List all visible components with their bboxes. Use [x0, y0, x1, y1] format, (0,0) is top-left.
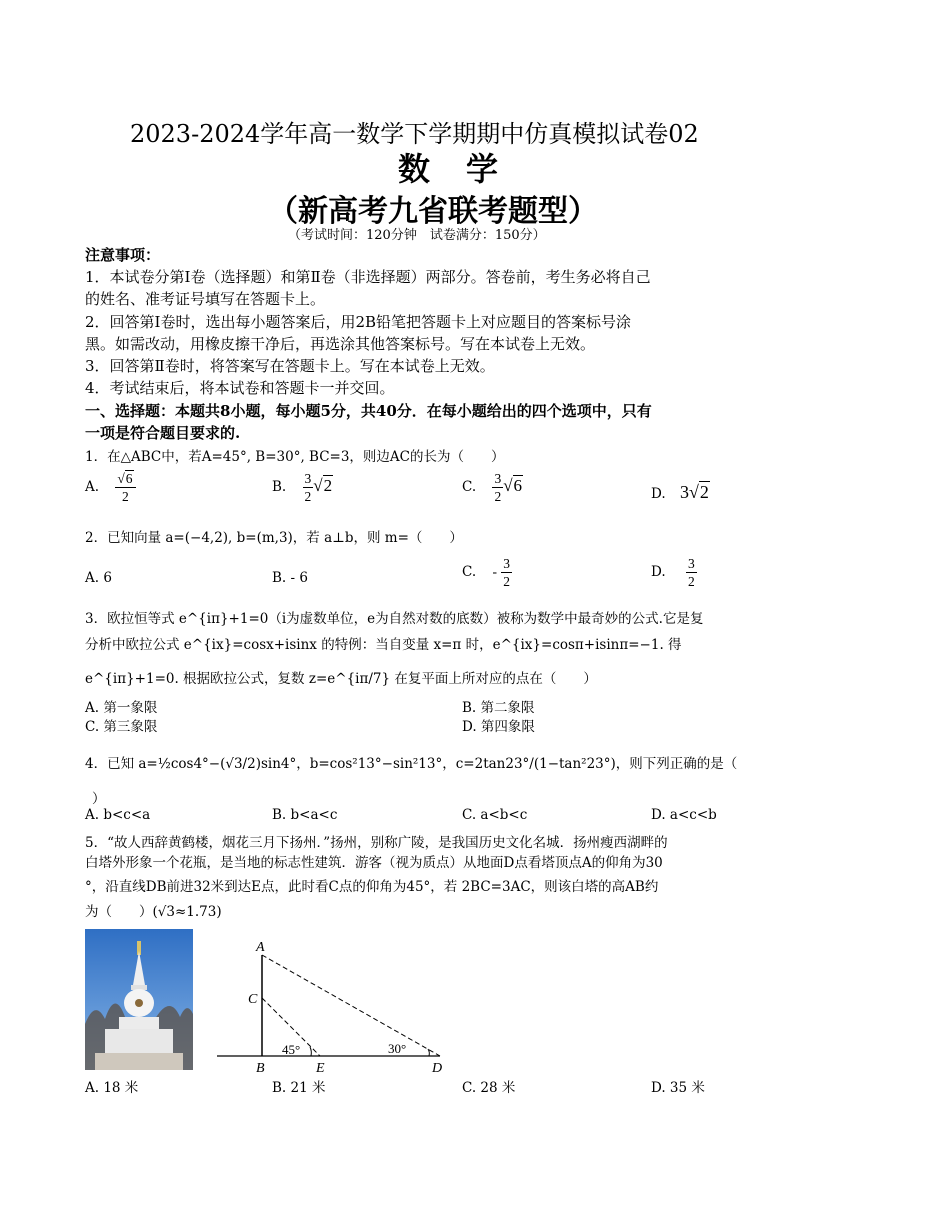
q4-stem-close: ） — [92, 791, 106, 807]
notice-line: 黑。如需改动，用橡皮擦干净后，再选涂其他答案标号。写在本试卷上无效。 — [85, 335, 596, 353]
notice-heading: 注意事项： — [85, 246, 161, 264]
label-E: E — [316, 1061, 325, 1075]
notice-line: 4．考试结束后，将本试卷和答题卡一并交回。 — [85, 379, 395, 397]
label-B: B — [256, 1061, 265, 1075]
q5-line: 为（ ）(√3≈1.73) — [85, 904, 222, 920]
q4-stem: 4．已知 a=½cos4°−(√3/2)sin4°，b=cos²13°−sin²13°，c=2tan23°/(1−tan²23°)，则下列正确的是（ — [85, 756, 738, 772]
exam-subtitle: （新高考九省联考题型） — [268, 194, 598, 229]
angle-arc-D — [428, 1049, 429, 1056]
q1-option-a: A. $\frac{√6}{2}$ — [85, 470, 136, 505]
label-A: A — [256, 940, 265, 955]
q3-option-d: D. 第四象限 — [462, 719, 535, 735]
line-AD — [262, 955, 440, 1056]
q5-option-a: A. 18 米 — [85, 1080, 139, 1096]
q1-option-b: B. $\frac{3}{2}$ √2 — [272, 471, 333, 504]
section-heading: 一、选择题：本题共8小题，每小题5分，共40分．在每小题给出的四个选项中，只有 — [85, 402, 652, 420]
angle-arc-E — [310, 1047, 311, 1056]
label-C: C — [248, 992, 258, 1007]
q2-option-b: B. - 6 — [272, 570, 308, 586]
exam-title: 2023-2024学年高一数学下学期期中仿真模拟试卷02 — [130, 120, 699, 148]
notice-line: 1．本试卷分第Ⅰ卷（选择题）和第Ⅱ卷（非选择题）两部分。答卷前，考生务必将自己 — [85, 268, 651, 286]
subject-heading: 数 学 — [398, 150, 501, 188]
angle-label-45: 45° — [282, 1042, 301, 1057]
pagoda-photo — [85, 929, 193, 1070]
q1-stem: 1．在△ABC中，若A=45°, B=30°, BC=3，则边AC的长为（ ） — [85, 449, 505, 465]
notice-line: 的姓名、准考证号填写在答题卡上。 — [85, 290, 326, 308]
notice-line: 3．回答第Ⅱ卷时，将答案写在答题卡上。写在本试卷上无效。 — [85, 357, 495, 375]
exam-info: （考试时间：120分钟 试卷满分：150分） — [288, 228, 546, 243]
q2-option-d: D. $\frac{3}{2}$ — [651, 556, 695, 589]
q4-option-b: B. b<a<c — [272, 807, 338, 823]
q3-option-c: C. 第三象限 — [85, 719, 158, 735]
notice-line: 2．回答第Ⅰ卷时，选出每小题答案后，用2B铅笔把答题卡上对应题目的答案标号涂 — [85, 313, 632, 331]
q5-line: 5．“故人西辞黄鹤楼，烟花三月下扬州．”扬州，别称广陵，是我国历史文化名城．扬州瘦西湖畔的 — [85, 835, 668, 851]
q4-option-d: D. a<c<b — [651, 807, 717, 823]
q3-option-a: A. 第一象限 — [85, 700, 158, 716]
q5-option-d: D. 35 米 — [651, 1080, 705, 1096]
q4-option-a: A. b<c<a — [85, 807, 151, 823]
angle-label-30: 30° — [388, 1041, 407, 1056]
q4-option-c: C. a<b<c — [462, 807, 528, 823]
q5-line: °，沿直线DB前进32米到达E点，此时看C点的仰角为45°，若 2BC=3AC，则该白塔的高AB约 — [85, 879, 659, 895]
q3-line: e^{iπ}+1=0. 根据欧拉公式，复数 z=e^{iπ/7} 在复平面上所对应的点在（ ） — [85, 671, 597, 687]
q5-option-b: B. 21 米 — [272, 1080, 326, 1096]
q3-line: 3．欧拉恒等式 e^{iπ}+1=0（i为虚数单位，e为自然对数的底数）被称为数学中最奇妙的公式.它是复 — [85, 611, 704, 627]
section-heading-cont: 一项是符合题目要求的. — [85, 424, 241, 442]
q3-line: 分析中欧拉公式 e^{ix}=cosx+isinx 的特例：当自变量 x=π 时，e^{ix}=cosπ+isinπ=−1. 得 — [85, 637, 682, 653]
q2-stem: 2．已知向量 a=(−4,2), b=(m,3)，若 a⊥b，则 m=（ ） — [85, 530, 463, 546]
label-D: D — [432, 1061, 443, 1075]
q1-option-c: C. $\frac{3}{2}$ √6 — [462, 471, 523, 504]
triangle-diagram — [212, 935, 452, 1075]
q1-option-d: D. 3√2 — [651, 482, 709, 502]
q2-option-a: A. 6 — [85, 570, 112, 586]
q5-line: 白塔外形象一个花瓶，是当地的标志性建筑．游客（视为质点）从地面D点看塔顶点A的仰角为30 — [85, 855, 663, 871]
q5-option-c: C. 28 米 — [462, 1080, 516, 1096]
q2-option-c: C. - $\frac{3}{2}$ — [462, 556, 510, 589]
q3-option-b: B. 第二象限 — [462, 700, 535, 716]
